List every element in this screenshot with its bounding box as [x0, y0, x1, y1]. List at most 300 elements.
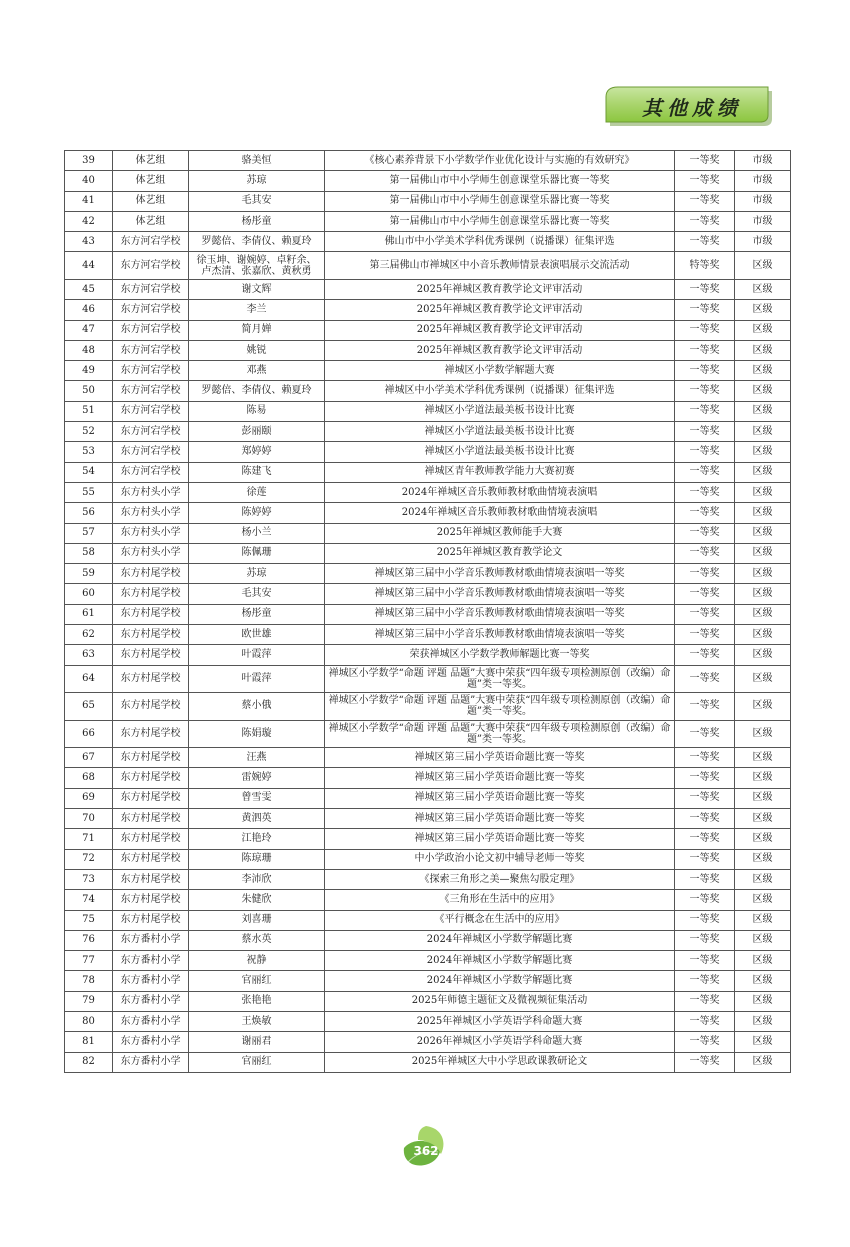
awards-table-body	[65, 151, 791, 1073]
award-scope-cell: 区级	[735, 645, 791, 665]
school-cell: 东方河宕学校	[113, 401, 189, 421]
table-row	[65, 191, 791, 211]
row-number: 46	[65, 300, 113, 320]
award-scope-cell: 区级	[735, 1052, 791, 1072]
award-title-cell: 禅城区中小学美术学科优秀课例（说播课）征集评选	[325, 381, 675, 401]
row-number: 78	[65, 971, 113, 991]
award-title-cell: 2024年禅城区小学数学解题比赛	[325, 971, 675, 991]
table-row	[65, 503, 791, 523]
school-cell: 东方村尾学校	[113, 869, 189, 889]
row-number: 44	[65, 252, 113, 280]
award-level-cell: 一等奖	[675, 604, 735, 624]
teacher-cell: 毛其安	[189, 191, 325, 211]
school-cell: 东方番村小学	[113, 971, 189, 991]
row-number: 77	[65, 951, 113, 971]
teacher-cell: 李兰	[189, 300, 325, 320]
school-cell: 东方村尾学校	[113, 890, 189, 910]
award-scope-cell: 区级	[735, 991, 791, 1011]
table-row	[65, 910, 791, 930]
school-cell: 东方村尾学校	[113, 910, 189, 930]
table-row	[65, 890, 791, 910]
teacher-cell: 陈婷婷	[189, 503, 325, 523]
award-level-cell: 一等奖	[675, 849, 735, 869]
school-cell: 东方河宕学校	[113, 422, 189, 442]
award-scope-cell: 区级	[735, 422, 791, 442]
school-cell: 东方村尾学校	[113, 849, 189, 869]
row-number: 45	[65, 279, 113, 299]
award-level-cell: 一等奖	[675, 829, 735, 849]
teacher-cell: 毛其安	[189, 584, 325, 604]
teacher-cell: 张艳艳	[189, 991, 325, 1011]
row-number: 61	[65, 604, 113, 624]
table-row	[65, 625, 791, 645]
school-cell: 东方番村小学	[113, 1052, 189, 1072]
award-scope-cell: 市级	[735, 151, 791, 171]
award-title-cell: 禅城区小学道法最美板书设计比赛	[325, 442, 675, 462]
teacher-cell: 叶霞萍	[189, 665, 325, 693]
school-cell: 东方村尾学校	[113, 748, 189, 768]
award-scope-cell: 区级	[735, 442, 791, 462]
award-level-cell: 一等奖	[675, 320, 735, 340]
award-scope-cell: 区级	[735, 482, 791, 502]
award-scope-cell: 区级	[735, 300, 791, 320]
award-level-cell: 一等奖	[675, 869, 735, 889]
award-scope-cell: 区级	[735, 503, 791, 523]
award-scope-cell: 区级	[735, 910, 791, 930]
row-number: 51	[65, 401, 113, 421]
award-level-cell: 一等奖	[675, 422, 735, 442]
award-title-cell: 2026年禅城区小学英语学科命题大赛	[325, 1032, 675, 1052]
row-number: 48	[65, 340, 113, 360]
award-level-cell: 一等奖	[675, 482, 735, 502]
table-row	[65, 849, 791, 869]
table-row	[65, 381, 791, 401]
row-number: 50	[65, 381, 113, 401]
teacher-cell: 苏琼	[189, 564, 325, 584]
table-row	[65, 422, 791, 442]
school-cell: 东方村尾学校	[113, 768, 189, 788]
award-level-cell: 一等奖	[675, 503, 735, 523]
table-row	[65, 279, 791, 299]
award-level-cell: 一等奖	[675, 693, 735, 721]
award-level-cell: 一等奖	[675, 300, 735, 320]
award-level-cell: 一等奖	[675, 584, 735, 604]
award-title-cell: 禅城区小学数学解题大赛	[325, 361, 675, 381]
school-cell: 东方河宕学校	[113, 340, 189, 360]
award-scope-cell: 市级	[735, 232, 791, 252]
teacher-cell: 骆美恒	[189, 151, 325, 171]
teacher-cell: 罗懿倍、李倩仪、赖夏玲	[189, 381, 325, 401]
award-level-cell: 一等奖	[675, 361, 735, 381]
school-cell: 体艺组	[113, 191, 189, 211]
award-level-cell: 一等奖	[675, 1032, 735, 1052]
award-scope-cell: 区级	[735, 748, 791, 768]
school-cell: 东方番村小学	[113, 1011, 189, 1031]
award-level-cell: 一等奖	[675, 665, 735, 693]
row-number: 66	[65, 720, 113, 748]
award-title-cell: 2024年禅城区小学数学解题比赛	[325, 951, 675, 971]
award-title-cell: 中小学政治小论文初中辅导老师一等奖	[325, 849, 675, 869]
award-level-cell: 一等奖	[675, 930, 735, 950]
table-row	[65, 645, 791, 665]
award-scope-cell: 区级	[735, 720, 791, 748]
award-scope-cell: 区级	[735, 361, 791, 381]
school-cell: 体艺组	[113, 211, 189, 231]
award-title-cell: 禅城区小学数学“命题 评题 品题”大赛中荣获“四年级专项检测原创（改编）命题”类一等奖。	[325, 665, 675, 693]
row-number: 68	[65, 768, 113, 788]
row-number: 47	[65, 320, 113, 340]
teacher-cell: 姚锐	[189, 340, 325, 360]
table-row	[65, 442, 791, 462]
award-title-cell: 第三届佛山市禅城区中小音乐教师情景表演唱展示交流活动	[325, 252, 675, 280]
school-cell: 东方河宕学校	[113, 442, 189, 462]
teacher-cell: 谢文辉	[189, 279, 325, 299]
table-row	[65, 151, 791, 171]
row-number: 67	[65, 748, 113, 768]
table-row	[65, 401, 791, 421]
award-level-cell: 一等奖	[675, 645, 735, 665]
award-scope-cell: 区级	[735, 252, 791, 280]
teacher-cell: 苏琼	[189, 171, 325, 191]
school-cell: 东方河宕学校	[113, 462, 189, 482]
table-row	[65, 991, 791, 1011]
award-level-cell: 一等奖	[675, 523, 735, 543]
award-level-cell: 一等奖	[675, 625, 735, 645]
award-title-cell: 第一届佛山市中小学师生创意课堂乐器比赛一等奖	[325, 171, 675, 191]
award-title-cell: 禅城区第三届小学英语命题比赛一等奖	[325, 768, 675, 788]
award-title-cell: 禅城区第三届中小学音乐教师教材歌曲情境表演唱一等奖	[325, 625, 675, 645]
award-level-cell: 一等奖	[675, 381, 735, 401]
school-cell: 东方村尾学校	[113, 693, 189, 721]
table-row	[65, 829, 791, 849]
teacher-cell: 徐莲	[189, 482, 325, 502]
row-number: 71	[65, 829, 113, 849]
table-row	[65, 340, 791, 360]
award-title-cell: 2025年禅城区教育教学论文评审活动	[325, 300, 675, 320]
school-cell: 东方村尾学校	[113, 788, 189, 808]
award-level-cell: 一等奖	[675, 543, 735, 563]
row-number: 58	[65, 543, 113, 563]
row-number: 79	[65, 991, 113, 1011]
award-title-cell: 2025年禅城区教育教学论文评审活动	[325, 340, 675, 360]
award-scope-cell: 区级	[735, 951, 791, 971]
table-row	[65, 748, 791, 768]
award-title-cell: 第一届佛山市中小学师生创意课堂乐器比赛一等奖	[325, 191, 675, 211]
award-scope-cell: 区级	[735, 665, 791, 693]
award-scope-cell: 区级	[735, 1032, 791, 1052]
award-scope-cell: 区级	[735, 829, 791, 849]
table-row	[65, 252, 791, 280]
award-scope-cell: 区级	[735, 890, 791, 910]
school-cell: 东方村尾学校	[113, 584, 189, 604]
school-cell: 体艺组	[113, 171, 189, 191]
table-row	[65, 462, 791, 482]
school-cell: 东方番村小学	[113, 930, 189, 950]
school-cell: 东方村尾学校	[113, 564, 189, 584]
table-row	[65, 693, 791, 721]
award-title-cell: 2025年禅城区教育教学论文评审活动	[325, 279, 675, 299]
award-title-cell: 2025年禅城区教育教学论文评审活动	[325, 320, 675, 340]
award-level-cell: 一等奖	[675, 340, 735, 360]
school-cell: 东方村尾学校	[113, 604, 189, 624]
award-title-cell: 《三角形在生活中的应用》	[325, 890, 675, 910]
award-scope-cell: 区级	[735, 543, 791, 563]
award-scope-cell: 区级	[735, 381, 791, 401]
award-title-cell: 禅城区小学数学“命题 评题 品题”大赛中荣获“四年级专项检测原创（改编）命题”类一等奖。	[325, 693, 675, 721]
teacher-cell: 陈佩珊	[189, 543, 325, 563]
table-row	[65, 869, 791, 889]
row-number: 82	[65, 1052, 113, 1072]
award-title-cell: 2025年师德主题征文及微视频征集活动	[325, 991, 675, 1011]
award-scope-cell: 区级	[735, 604, 791, 624]
award-scope-cell: 区级	[735, 625, 791, 645]
teacher-cell: 朱健欣	[189, 890, 325, 910]
row-number: 40	[65, 171, 113, 191]
teacher-cell: 简月婵	[189, 320, 325, 340]
table-row	[65, 320, 791, 340]
table-row	[65, 564, 791, 584]
row-number: 60	[65, 584, 113, 604]
award-scope-cell: 区级	[735, 320, 791, 340]
teacher-cell: 陈琼珊	[189, 849, 325, 869]
table-row	[65, 300, 791, 320]
award-scope-cell: 区级	[735, 401, 791, 421]
table-row	[65, 211, 791, 231]
award-level-cell: 一等奖	[675, 768, 735, 788]
school-cell: 东方村头小学	[113, 503, 189, 523]
award-level-cell: 一等奖	[675, 191, 735, 211]
table-row	[65, 482, 791, 502]
teacher-cell: 邓燕	[189, 361, 325, 381]
teacher-cell: 郑婷婷	[189, 442, 325, 462]
teacher-cell: 王焕敏	[189, 1011, 325, 1031]
award-scope-cell: 区级	[735, 849, 791, 869]
school-cell: 东方番村小学	[113, 1032, 189, 1052]
award-level-cell: 一等奖	[675, 401, 735, 421]
school-cell: 东方村尾学校	[113, 809, 189, 829]
teacher-cell: 谢丽君	[189, 1032, 325, 1052]
award-title-cell: 禅城区青年教师教学能力大赛初赛	[325, 462, 675, 482]
table-row	[65, 523, 791, 543]
award-title-cell: 《探索三角形之美—聚焦勾股定理》	[325, 869, 675, 889]
page-number-badge	[398, 1124, 448, 1170]
teacher-cell: 杨彤童	[189, 604, 325, 624]
teacher-cell: 彭丽颐	[189, 422, 325, 442]
teacher-cell: 官丽红	[189, 971, 325, 991]
table-row	[65, 232, 791, 252]
row-number: 80	[65, 1011, 113, 1031]
award-title-cell: 禅城区小学数学“命题 评题 品题”大赛中荣获“四年级专项检测原创（改编）命题”类一等奖。	[325, 720, 675, 748]
table-row	[65, 951, 791, 971]
award-level-cell: 一等奖	[675, 1011, 735, 1031]
award-scope-cell: 区级	[735, 564, 791, 584]
school-cell: 东方村尾学校	[113, 665, 189, 693]
school-cell: 东方河宕学校	[113, 381, 189, 401]
award-level-cell: 一等奖	[675, 788, 735, 808]
teacher-cell: 雷婉婷	[189, 768, 325, 788]
school-cell: 东方河宕学校	[113, 279, 189, 299]
school-cell: 东方番村小学	[113, 991, 189, 1011]
award-title-cell: 禅城区小学道法最美板书设计比赛	[325, 401, 675, 421]
school-cell: 东方村头小学	[113, 482, 189, 502]
award-scope-cell: 区级	[735, 340, 791, 360]
school-cell: 东方番村小学	[113, 951, 189, 971]
table-row	[65, 584, 791, 604]
award-title-cell: 禅城区第三届中小学音乐教师教材歌曲情境表演唱一等奖	[325, 584, 675, 604]
award-title-cell: 禅城区第三届小学英语命题比赛一等奖	[325, 788, 675, 808]
table-row	[65, 930, 791, 950]
school-cell: 东方村尾学校	[113, 829, 189, 849]
page-number: 362	[413, 1144, 439, 1158]
teacher-cell: 蔡小俄	[189, 693, 325, 721]
award-scope-cell: 区级	[735, 523, 791, 543]
award-level-cell: 一等奖	[675, 442, 735, 462]
row-number: 75	[65, 910, 113, 930]
table-row	[65, 1052, 791, 1072]
row-number: 43	[65, 232, 113, 252]
table-row	[65, 971, 791, 991]
teacher-cell: 陈娟璇	[189, 720, 325, 748]
teacher-cell: 祝静	[189, 951, 325, 971]
teacher-cell: 杨小兰	[189, 523, 325, 543]
school-cell: 东方河宕学校	[113, 300, 189, 320]
row-number: 52	[65, 422, 113, 442]
row-number: 57	[65, 523, 113, 543]
row-number: 49	[65, 361, 113, 381]
award-level-cell: 一等奖	[675, 171, 735, 191]
award-level-cell: 一等奖	[675, 279, 735, 299]
award-scope-cell: 区级	[735, 930, 791, 950]
table-row	[65, 171, 791, 191]
award-scope-cell: 市级	[735, 191, 791, 211]
teacher-cell: 陈易	[189, 401, 325, 421]
row-number: 55	[65, 482, 113, 502]
school-cell: 东方村尾学校	[113, 625, 189, 645]
award-level-cell: 一等奖	[675, 748, 735, 768]
school-cell: 东方河宕学校	[113, 252, 189, 280]
row-number: 42	[65, 211, 113, 231]
table-row	[65, 665, 791, 693]
teacher-cell: 汪燕	[189, 748, 325, 768]
award-title-cell: 第一届佛山市中小学师生创意课堂乐器比赛一等奖	[325, 211, 675, 231]
award-title-cell: 禅城区第三届中小学音乐教师教材歌曲情境表演唱一等奖	[325, 604, 675, 624]
award-scope-cell: 区级	[735, 279, 791, 299]
table-row	[65, 720, 791, 748]
teacher-cell: 蔡水英	[189, 930, 325, 950]
row-number: 70	[65, 809, 113, 829]
row-number: 69	[65, 788, 113, 808]
award-scope-cell: 区级	[735, 788, 791, 808]
row-number: 53	[65, 442, 113, 462]
award-level-cell: 一等奖	[675, 971, 735, 991]
award-level-cell: 一等奖	[675, 951, 735, 971]
row-number: 54	[65, 462, 113, 482]
table-row	[65, 361, 791, 381]
table-row	[65, 543, 791, 563]
row-number: 59	[65, 564, 113, 584]
section-banner	[604, 86, 772, 126]
row-number: 63	[65, 645, 113, 665]
award-title-cell: 禅城区小学道法最美板书设计比赛	[325, 422, 675, 442]
school-cell: 东方村头小学	[113, 543, 189, 563]
teacher-cell: 官丽红	[189, 1052, 325, 1072]
table-row	[65, 768, 791, 788]
school-cell: 东方村头小学	[113, 523, 189, 543]
award-level-cell: 一等奖	[675, 809, 735, 829]
school-cell: 东方村尾学校	[113, 645, 189, 665]
table-row	[65, 809, 791, 829]
teacher-cell: 曾雪雯	[189, 788, 325, 808]
award-level-cell: 一等奖	[675, 232, 735, 252]
table-row	[65, 1011, 791, 1031]
award-title-cell: 佛山市中小学美术学科优秀课例（说播课）征集评选	[325, 232, 675, 252]
award-level-cell: 一等奖	[675, 910, 735, 930]
teacher-cell: 叶霞萍	[189, 645, 325, 665]
award-scope-cell: 区级	[735, 462, 791, 482]
award-title-cell: 2024年禅城区音乐教师教材歌曲情境表演唱	[325, 503, 675, 523]
row-number: 41	[65, 191, 113, 211]
teacher-cell: 黄泗英	[189, 809, 325, 829]
award-scope-cell: 区级	[735, 584, 791, 604]
page-title: 其他成绩	[642, 95, 742, 120]
row-number: 65	[65, 693, 113, 721]
award-level-cell: 特等奖	[675, 252, 735, 280]
award-title-cell: 2025年禅城区大中小学思政课教研论文	[325, 1052, 675, 1072]
award-title-cell: 2025年禅城区教师能手大赛	[325, 523, 675, 543]
school-cell: 东方河宕学校	[113, 361, 189, 381]
teacher-cell: 杨彤童	[189, 211, 325, 231]
school-cell: 东方河宕学校	[113, 320, 189, 340]
school-cell: 东方村尾学校	[113, 720, 189, 748]
row-number: 56	[65, 503, 113, 523]
award-level-cell: 一等奖	[675, 462, 735, 482]
award-title-cell: 《核心素养背景下小学数学作业优化设计与实施的有效研究》	[325, 151, 675, 171]
award-scope-cell: 市级	[735, 171, 791, 191]
award-title-cell: 2025年禅城区教育教学论文	[325, 543, 675, 563]
school-cell: 体艺组	[113, 151, 189, 171]
row-number: 73	[65, 869, 113, 889]
row-number: 39	[65, 151, 113, 171]
award-title-cell: 2024年禅城区音乐教师教材歌曲情境表演唱	[325, 482, 675, 502]
table-row	[65, 604, 791, 624]
teacher-cell: 李沛欣	[189, 869, 325, 889]
award-title-cell: 禅城区第三届小学英语命题比赛一等奖	[325, 809, 675, 829]
row-number: 72	[65, 849, 113, 869]
teacher-cell: 欧世雄	[189, 625, 325, 645]
award-title-cell: 2025年禅城区小学英语学科命题大赛	[325, 1011, 675, 1031]
teacher-cell: 徐玉坤、谢婉婷、卓籽余、卢杰清、张嘉欣、黄秋勇	[189, 252, 325, 280]
award-scope-cell: 区级	[735, 869, 791, 889]
award-title-cell: 2024年禅城区小学数学解题比赛	[325, 930, 675, 950]
teacher-cell: 陈建飞	[189, 462, 325, 482]
award-level-cell: 一等奖	[675, 1052, 735, 1072]
award-level-cell: 一等奖	[675, 991, 735, 1011]
award-scope-cell: 区级	[735, 693, 791, 721]
row-number: 64	[65, 665, 113, 693]
teacher-cell: 刘喜珊	[189, 910, 325, 930]
table-row	[65, 788, 791, 808]
award-title-cell: 禅城区第三届小学英语命题比赛一等奖	[325, 748, 675, 768]
award-scope-cell: 区级	[735, 971, 791, 991]
award-scope-cell: 区级	[735, 768, 791, 788]
row-number: 81	[65, 1032, 113, 1052]
row-number: 74	[65, 890, 113, 910]
award-scope-cell: 市级	[735, 211, 791, 231]
teacher-cell: 江艳玲	[189, 829, 325, 849]
award-title-cell: 《平行概念在生活中的应用》	[325, 910, 675, 930]
award-level-cell: 一等奖	[675, 720, 735, 748]
award-level-cell: 一等奖	[675, 564, 735, 584]
